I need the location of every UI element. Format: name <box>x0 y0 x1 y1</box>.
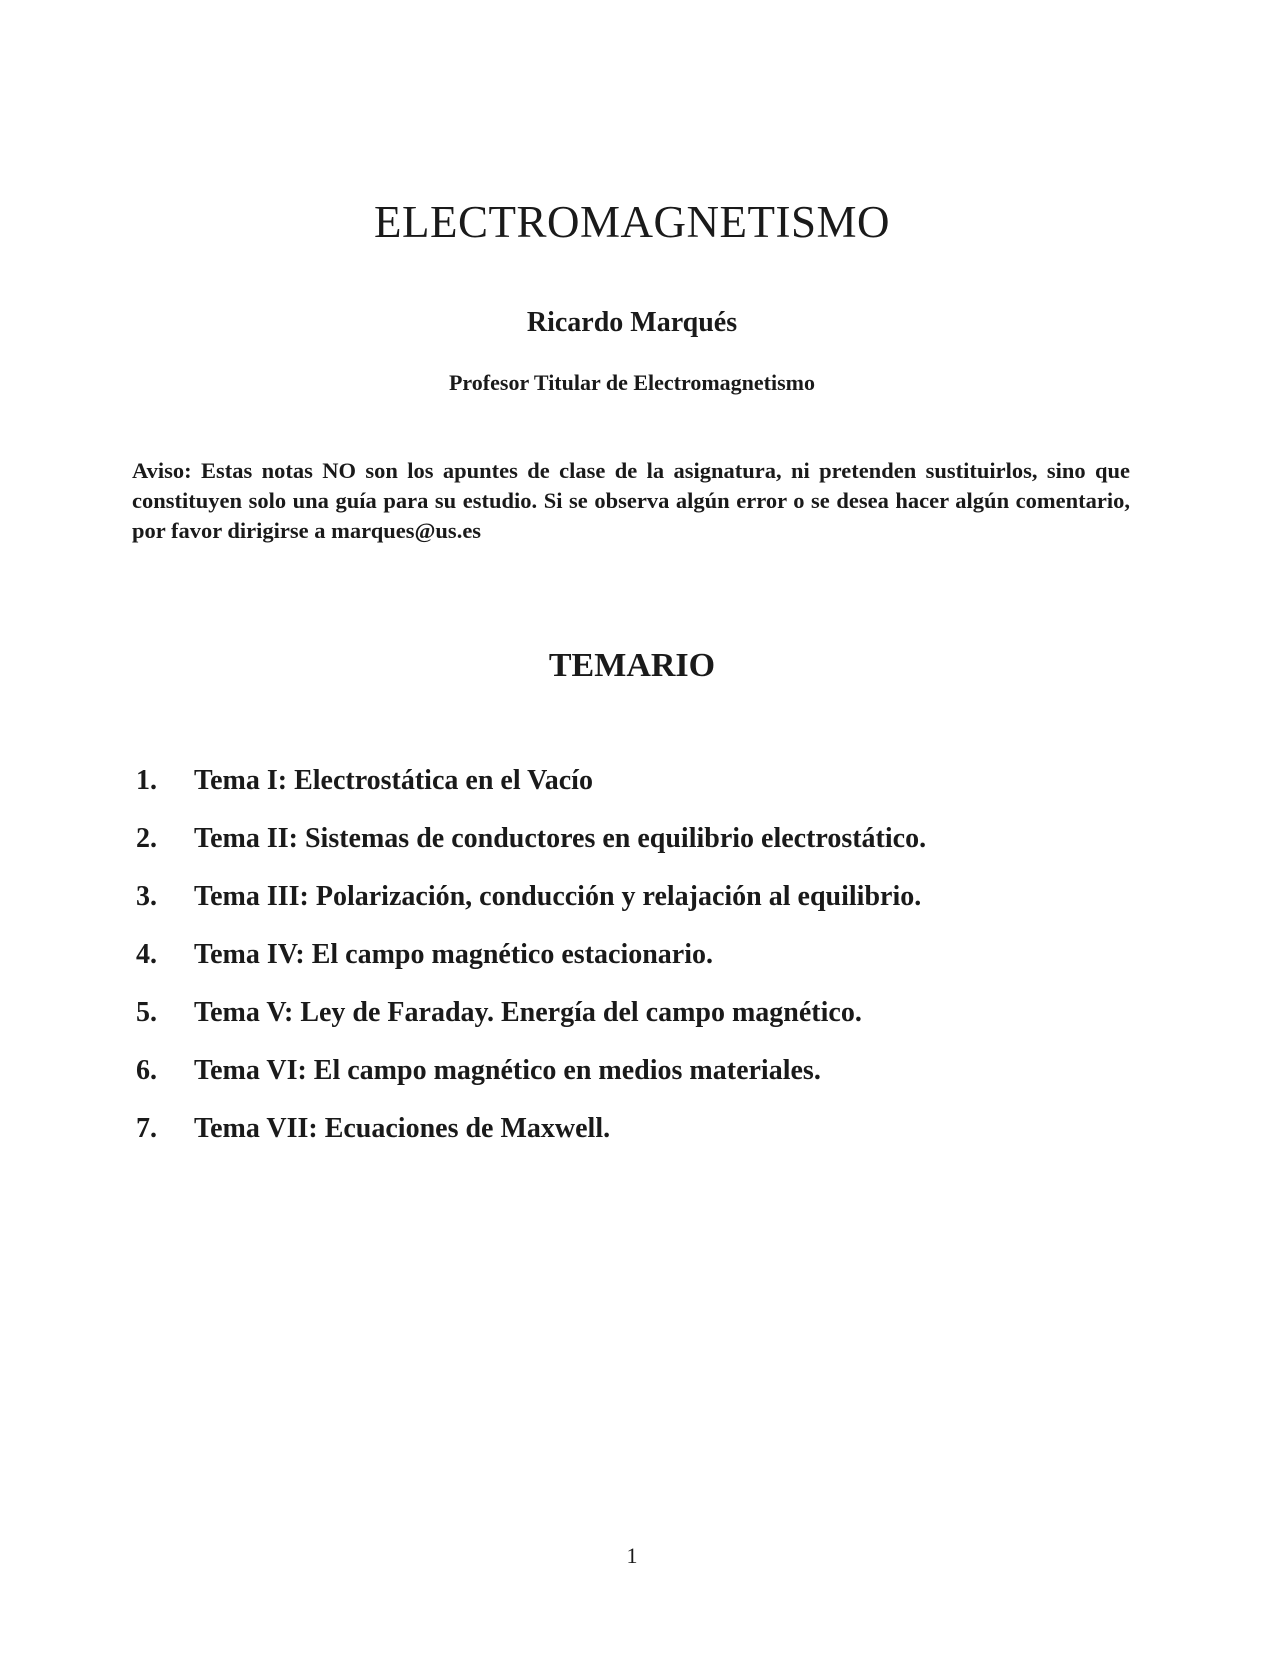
author-position: Profesor Titular de Electromagnetismo <box>448 370 816 395</box>
toc-item-text: Tema V: Ley de Faraday. Energía del campo magnético. <box>194 997 862 1028</box>
document-title: ELECTROMAGNETISMO <box>374 197 890 247</box>
table-of-contents <box>136 765 1156 1171</box>
toc-item-number: 5. <box>136 997 157 1028</box>
toc-item-text: Tema VII: Ecuaciones de Maxwell. <box>194 1113 611 1144</box>
toc-item-number: 1. <box>136 765 157 796</box>
toc-item <box>136 939 1156 997</box>
page-number: 1 <box>626 1543 638 1568</box>
toc-item-number: 6. <box>136 1055 157 1086</box>
toc-item-number: 2. <box>136 823 157 854</box>
toc-item-number: 7. <box>136 1113 157 1144</box>
toc-item-number: 4. <box>136 939 157 970</box>
toc-item-text: Tema III: Polarización, conducción y relajación al equilibrio. <box>194 881 922 912</box>
toc-item-text: Tema I: Electrostática en el Vacío <box>194 765 593 796</box>
author-name: Ricardo Marqués <box>526 307 738 338</box>
toc-item <box>136 881 1156 939</box>
toc-item <box>136 823 1156 881</box>
toc-item <box>136 765 1156 823</box>
toc-item-number: 3. <box>136 881 157 912</box>
toc-item <box>136 1055 1156 1113</box>
toc-item-text: Tema II: Sistemas de conductores en equilibrio electrostático. <box>194 823 927 854</box>
toc-item <box>136 1113 1156 1171</box>
section-title-temario: TEMARIO <box>548 647 716 684</box>
toc-item <box>136 997 1156 1055</box>
toc-item-text: Tema IV: El campo magnético estacionario. <box>194 939 713 970</box>
toc-item-text: Tema VI: El campo magnético en medios materiales. <box>194 1055 821 1086</box>
notice-paragraph: Aviso: Estas notas NO son los apuntes de clase de la asignatura, ni pretenden sustituirlos, sino que constituyen solo una guía para su estudio. Si se observa algún error o se desea hacer algún comentario, por favor dirigirse a marques@us.es <box>132 458 1130 543</box>
